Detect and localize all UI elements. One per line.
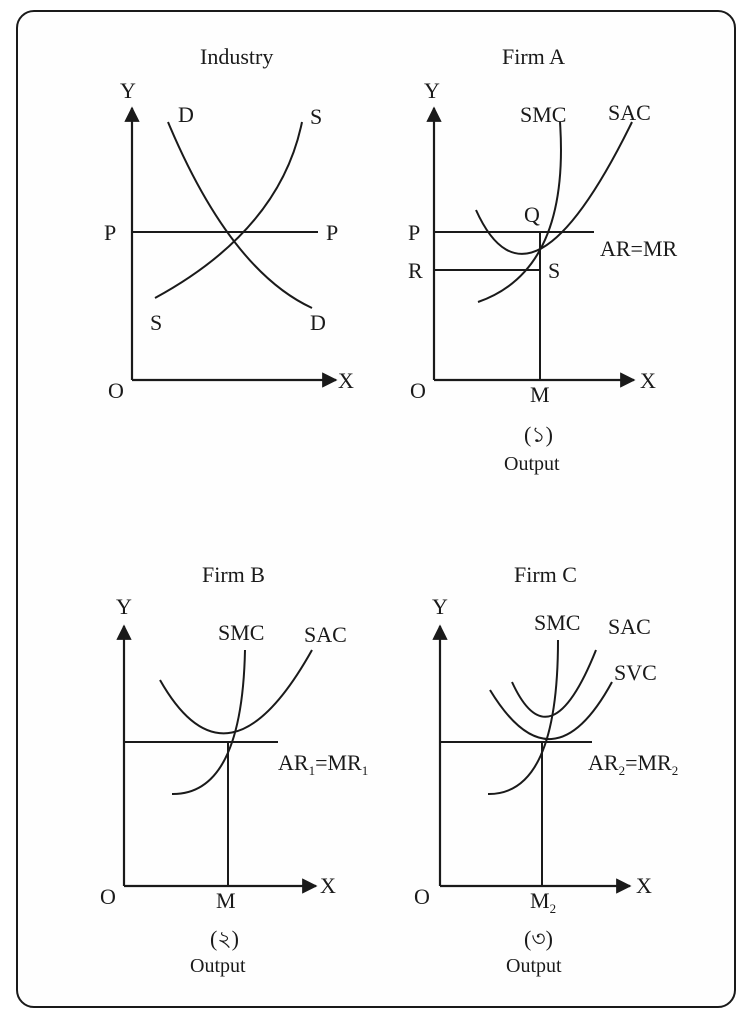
firm-b-x-label: X (320, 873, 336, 898)
industry-demand-bottom-label: D (310, 310, 326, 335)
firm-a-panel (408, 44, 678, 475)
firm-a-point-q-label: Q (524, 202, 540, 227)
firm-a-y-label: Y (424, 78, 440, 103)
industry-panel (104, 44, 354, 403)
firm-c-origin-label: O (414, 884, 430, 909)
firm-a-number: (১) (524, 422, 553, 447)
firm-c-x-label: X (636, 873, 652, 898)
firm-c-quantity-label: $M_2$ (530, 888, 557, 916)
industry-y-label: Y (120, 78, 136, 103)
firm-a-ar-mr-label: AR=MR (600, 236, 678, 261)
firm-b-smc-curve (172, 650, 245, 794)
firm-a-title: Firm A (502, 44, 565, 69)
firm-b-panel (100, 562, 368, 977)
industry-supply-bottom-label: S (150, 310, 163, 335)
firm-b-number: (২) (210, 926, 239, 951)
firm-a-origin-label: O (410, 378, 426, 403)
firm-b-sac-label: SAC (304, 622, 347, 647)
industry-x-label: X (338, 368, 354, 393)
firm-b-smc-label: SMC (218, 620, 265, 645)
firm-c-sac-label: SAC (608, 614, 651, 639)
firm-c-y-label: Y (432, 594, 448, 619)
firm-a-point-s-label: S (548, 258, 561, 283)
firm-c-output-caption: Output (506, 955, 562, 977)
firm-a-price-label: P (408, 220, 421, 245)
firm-a-output-caption: Output (504, 453, 560, 475)
firm-a-sac-curve (476, 122, 632, 254)
firm-c-title: Firm C (514, 562, 577, 587)
firm-b-ar-mr-label: $AR_1=MR_1$ (278, 750, 369, 778)
firm-b-output-caption: Output (190, 955, 246, 977)
firm-c-panel (414, 562, 678, 977)
industry-price-left-label: P (104, 220, 117, 245)
firm-c-svc-label: SVC (614, 660, 657, 685)
industry-demand-curve (168, 122, 312, 308)
industry-price-right-label: P (326, 220, 339, 245)
firm-c-svc-curve (490, 682, 612, 739)
firm-a-r-label: R (408, 258, 423, 283)
firm-c-smc-label: SMC (534, 610, 581, 635)
firm-c-number: (৩) (524, 926, 553, 951)
firm-b-y-label: Y (116, 594, 132, 619)
firm-a-smc-label: SMC (520, 102, 567, 127)
industry-demand-top-label: D (178, 102, 194, 127)
industry-supply-top-label: S (310, 104, 323, 129)
firm-b-quantity-label: M (216, 888, 236, 913)
firm-a-quantity-label: M (530, 382, 550, 407)
firm-b-title: Firm B (202, 562, 265, 587)
firm-c-ar-mr-label: $AR_2=MR_2$ (588, 750, 679, 778)
firm-a-sac-label: SAC (608, 100, 651, 125)
industry-origin-label: O (108, 378, 124, 403)
firm-a-x-label: X (640, 368, 656, 393)
industry-supply-curve (155, 122, 302, 298)
firm-b-origin-label: O (100, 884, 116, 909)
industry-title: Industry (200, 44, 274, 69)
firm-b-sac-curve (160, 650, 312, 733)
